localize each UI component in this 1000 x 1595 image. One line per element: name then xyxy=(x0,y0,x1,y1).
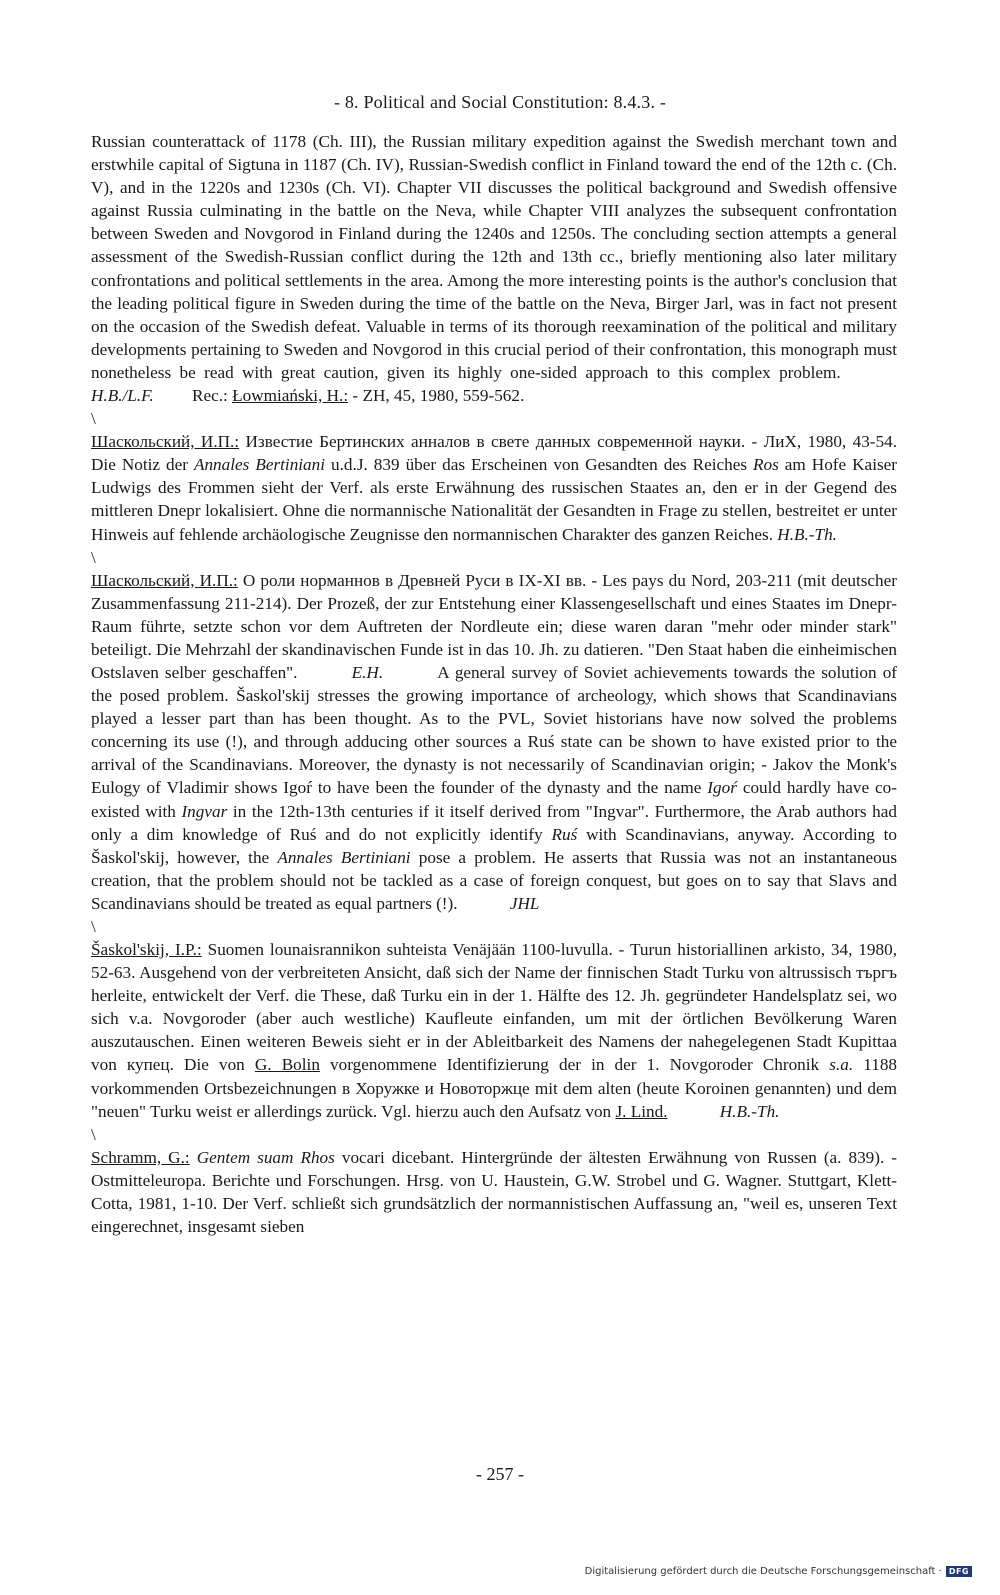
reviewer-signature: H.B./L.F. xyxy=(91,386,154,406)
entry-title-italic: Gentem suam Rhos xyxy=(196,1147,335,1167)
reviewer-signature: E.H. xyxy=(351,662,384,682)
entry-author: Schramm, G.: xyxy=(91,1147,190,1167)
entry-text: could hardly have co-existed with xyxy=(91,778,898,821)
entry-text: 1188 vorkommenden Ortsbezeichnungen в Хоружке и Новоторжце mit dem alten (heute Koroinen genannten) und dem "neuen" Turku weist er allerdings zurück. Vgl. hierzu auch den Aufsatz von xyxy=(91,1055,898,1121)
page-body xyxy=(91,130,897,1238)
entry-saskolskij-normans xyxy=(91,569,897,915)
review-author: Łowmiański, H.: xyxy=(232,386,349,406)
entry-text: u.d.J. 839 über das Erscheinen von Gesandten des Reiches xyxy=(331,455,748,475)
entry-separator: \ xyxy=(91,409,96,429)
digitization-credit xyxy=(585,1566,972,1577)
reviewer-signature: H.B.-Th. xyxy=(719,1101,780,1121)
entry-term-italic: Ingvar xyxy=(181,801,228,821)
entry-text: О роли норманнов в Древней Руси в IX-XI вв. - Les pays du Nord, 203-211 (mit deutscher Zusammenfassung 211-214). Der Prozeß, der zur Entstehung einer Klassengesellschaft und eines Staates im Dnepr-Raum führte, setzte schon vor dem Auftreten der Nordleute ein; diese waren daran "mehr oder minder stark" beteiligt. Die Mehrzahl der skandinavischen Funde ist in das 10. Jh. zu datieren. "Den Staat haben die einheimischen Ostslaven selber geschaffen". xyxy=(91,570,897,682)
entry-text: in the 12th-13th centuries if it itself derived from "Ingvar". Furthermore, the Arab authors had only a dim knowledge of Ruś and do not explicitly identify xyxy=(91,801,897,844)
reviewer-signature: JHL xyxy=(509,893,540,913)
page-number: - 257 - xyxy=(476,1464,524,1484)
entry-separator: \ xyxy=(91,917,96,936)
entry-text: A general survey of Soviet achievements towards the solution of the posed problem. Šaskol'skij stresses the growing importance of archeology, which shows that Scandinavians played a lesser part than has been thought. As to the PVL, Soviet historians have now solved the problems concerning its use (!), and through adducing other sources a Ruś state can be shown to have existed prior to the arrival of the Scandinavians. Moreover, the dynasty is not necessarily of Scandinavian origin; - Jakov the Monk's Eulogy of Vladimir shows Igoŕ to have been the founder of the dynasty and the name xyxy=(91,662,898,798)
entry-text: vocari dicebant. Hintergründe der ältesten Erwähnung von Russen (a. 839). - Ostmitteleuropa. Berichte und Forschungen. Hrsg. von U. Haustein, G.W. Strobel und G. Wagner. Stuttgart, Klett-Cotta, 1981, 1-10. Der Verf. schließt sich grundsätzlich der normannistischen Auffassung an, "weil es, unseren Text eingerechnet, insgesamt sieben xyxy=(91,1147,898,1237)
review-prefix: Rec.: xyxy=(192,386,228,406)
entry-saskolskij-bertiniani xyxy=(91,430,897,545)
entry-separator: \ xyxy=(91,1124,96,1144)
review-source: - ZH, 45, 1980, 559-562. xyxy=(352,386,525,406)
entry-term-italic: Ros xyxy=(753,455,779,475)
entry-term-italic: Igoŕ xyxy=(707,778,737,798)
entry-author: Шаскольский, И.П.: xyxy=(91,432,240,452)
entry-term-italic: s.a. xyxy=(829,1055,854,1075)
entry-text: Известие Бертинских анналов в свете данных современной науки. - ЛиХ, 1980, 43-54. Die Notiz der xyxy=(91,432,898,475)
entry-term-italic: Ruś xyxy=(551,824,578,844)
entry-text: Russian counterattack of 1178 (Ch. III), the Russian military expedition against the Swedish merchant town and erstwhile capital of Sigtuna in 1187 (Ch. IV), Russian-Swedish conflict in Finland toward the end of the 12th c. (Ch. V), and in the 1220s and 1230s (Ch. VI). Chapter VII discusses the political background and Swedish offensive against Russia culminating in the battle on the Neva, while Chapter VIII analyzes the subsequent confrontation between Sweden and Novgorod in Finland during the 1240s and 1250s. The concluding section attempts a general assessment of the Swedish-Russian conflict during the 12th and 13th cc., briefly mentioning also later military confrontations and political settlements in the area. Among the more interesting points is the author's conclusion that the leading political figure in Sweden during the time of the battle on the Neva, Birger Jarl, was in fact not present on the occasion of the Swedish defeat. Valuable in terms of its thorough reexamination of the political and military developments pertaining to Sweden and Novgorod in this crucial period of their confrontation, this monograph must nonetheless be read with great caution, given its highly one-sided approach to this complex problem. xyxy=(91,132,897,382)
entry-text: Suomen lounaisrannikon suhteista Venäjään 1100-luvulla. - Turun historiallinen arkisto, 34, 1980, 52-63. Ausgehend von der verbreiteten Ansicht, daß sich der Name der finnischen Stadt Turku von altrussisch търгъ herleite, entwickelt der Verf. die These, daß Turku ein in der 1. Hälfte des 12. Jh. gegründeter Handelsplatz sei, wo sich v.a. Novgoroder (aber auch westliche) Kaufleute einfanden, um mit der örtlichen Bevölkerung Waren auszutauschen. Einen weiteren Beweis sieht er in der Ableitbarkeit des Namens der nahegelegenen Stadt Kupittaa von купец. Die von xyxy=(91,940,897,1075)
entry-text: with Scandinavians, anyway. According to Šaskol'skij, however, the xyxy=(91,824,897,867)
entry-title-italic: Annales Bertiniani xyxy=(277,847,411,867)
entry-schramm xyxy=(91,1146,897,1238)
cross-reference: G. Bolin xyxy=(254,1055,320,1075)
entry-saskolskij-turku xyxy=(91,938,897,1123)
running-header: - 8. Political and Social Constitution: 8.4.3. - xyxy=(333,92,667,112)
entry-author: Шаскольский, И.П.: xyxy=(91,570,238,590)
entry-author: Šaskol'skij, I.P.: xyxy=(91,940,202,959)
entry-text: vorgenommene Identifizierung der in der 1. Novgoroder Chronik xyxy=(330,1055,820,1075)
cross-reference: J. Lind. xyxy=(615,1101,668,1121)
entry-text: am Hofe Kaiser Ludwigs des Frommen sieht der Verf. als erste Erwähnung des russischen Staates an, den er in der Gegend des mittleren Dnepr lokalisiert. Ohne die normannische Nationalität der Gesandten in Frage zu stellen, bestreitet er unter Hinweis auf fehlende archäologische Zeugnisse den normannischen Charakter des ganzen Reiches. xyxy=(91,455,898,544)
dfg-logo-icon: DFG xyxy=(946,1566,972,1577)
entry-separator: \ xyxy=(91,547,96,567)
credit-text: Digitalisierung gefördert durch die Deutsche Forschungsgemeinschaft · xyxy=(584,1566,942,1577)
entry-continuation xyxy=(91,130,897,407)
reviewer-signature: H.B.-Th. xyxy=(777,524,837,544)
entry-text: pose a problem. He asserts that Russia was not an instantaneous creation, that the problem should not be tackled as a case of foreign conquest, but goes on to say that Slavs and Scandinavians should be treated as equal partners (!). xyxy=(91,847,898,913)
entry-title-italic: Annales Bertiniani xyxy=(193,455,326,475)
